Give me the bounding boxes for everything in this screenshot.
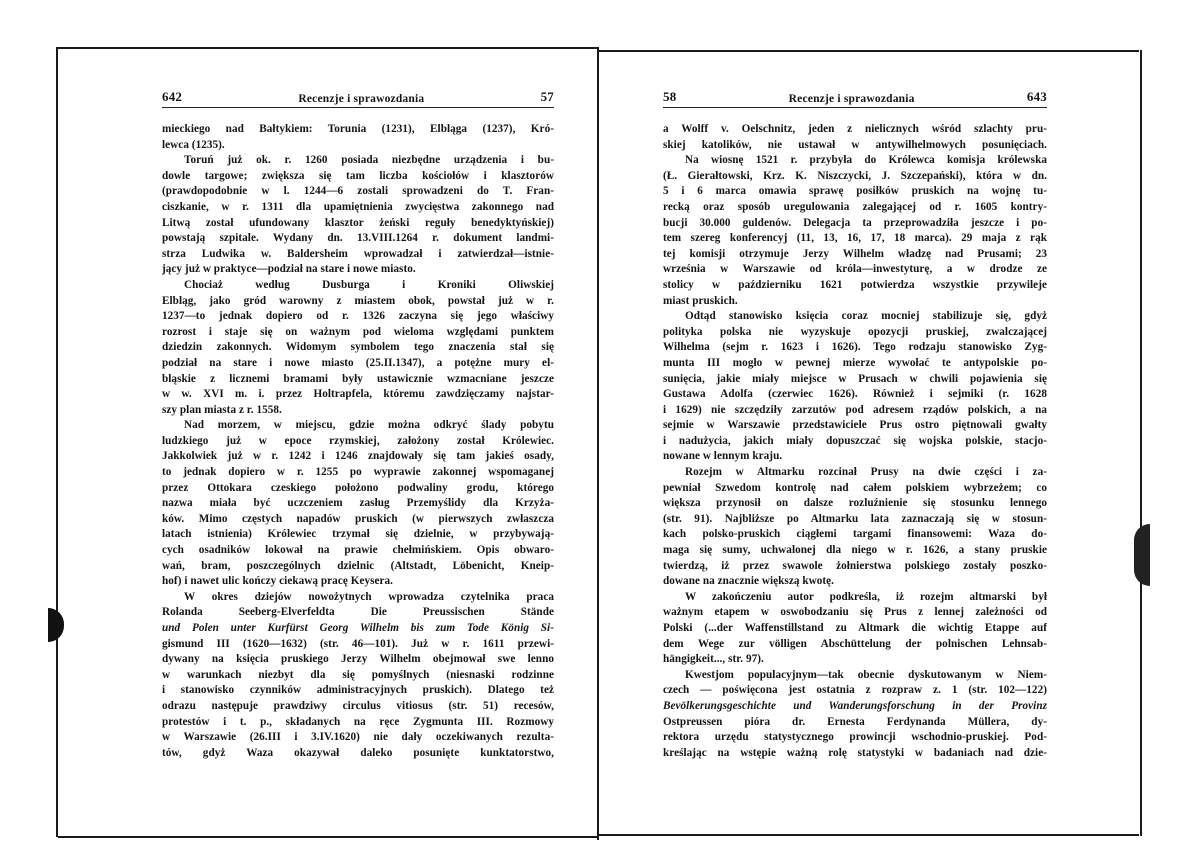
text-line: Kwestjom populacyjnym—tak obecnie dyskutowanym w Niem- bbox=[685, 668, 1047, 681]
text-line: przez Ottokara czeskiego położono podwaliny grodu, którego bbox=[162, 481, 554, 494]
text-line: września w Warszawie od króla—inwestyturę, a w drodze ze bbox=[663, 263, 1047, 276]
text-line: tów, gdyż Waza okazywał daleko posunięte kunktatorstwo, bbox=[162, 746, 554, 759]
text-line: Odtąd stanowisko księcia coraz mocniej stabilizuje się, gdyż bbox=[685, 310, 1047, 323]
text-line: powstają szpitale. Wydany dn. 13.VIII.1264 r. dokument landmi- bbox=[162, 232, 554, 245]
scan-border-right bbox=[1140, 50, 1142, 836]
text-line: protestów i t. p., składanych na ręce Zygmunta III. Rozmowy bbox=[162, 715, 554, 728]
text-line: (prawdopodobnie w l. 1244—6 zostali sprowadzeni do T. Fran- bbox=[162, 185, 554, 198]
text-line: bucji 30.000 guldenów. Delegacja ta przeprowadziła jeszcze i po- bbox=[663, 216, 1047, 229]
text-line: jący już w praktyce—podział na stare i nowe miasto. bbox=[162, 263, 416, 276]
running-title: Recenzje i sprawozdania bbox=[788, 93, 915, 105]
text-line: 1237—to jednak dopiero od r. 1326 zaczyna się jego właściwy bbox=[162, 310, 554, 323]
text-line: Litwą został ufundowany klasztor żeński reguły benedyktyńskiej) bbox=[162, 216, 554, 229]
text-line: Rozejm w Altmarku rozcinał Prusy na dwie części i za- bbox=[685, 466, 1047, 479]
text-line: Ostpreussen pióra dr. Ernesta Ferdynanda Müllera, dy- bbox=[663, 715, 1047, 728]
scan-border-top-right bbox=[599, 50, 1139, 52]
text-line: polityka polska nie wyzyskuje opozycji pruskiej, zwalczającej bbox=[663, 325, 1047, 338]
text-line: Elbląg, jako gród warowny z miastem obok, powstał już w r. bbox=[162, 294, 554, 307]
text-line: (str. 91). Najbliższe po Altmarku lata zaznaczają się w stosun- bbox=[663, 512, 1047, 525]
text-line: (Ł. Gierałtowski, Krz. K. Niszczycki, J. Szczepański), która w dn. bbox=[663, 169, 1047, 182]
text-line: i 1629) nie szczędziły zarzutów pod adresem rządów polskich, a na bbox=[663, 403, 1047, 416]
text-line: ważnym etapem w oswobodzaniu się Prus z lennej zależności od bbox=[663, 606, 1047, 619]
right-page bbox=[663, 88, 1047, 761]
text-line: Toruń już ok. r. 1260 posiada niezbędne urządzenia i bu- bbox=[184, 154, 554, 167]
text-line: to jednak dopiero w r. 1255 po wyprawie zakonnej wspomaganej bbox=[162, 466, 554, 479]
text-line: wań, bram, poszczególnych dzielnic (Altstadt, Löbenicht, Kneip- bbox=[162, 559, 554, 572]
page-body bbox=[162, 122, 554, 761]
running-title: Recenzje i sprawozdania bbox=[298, 93, 425, 105]
page-number: 643 bbox=[1026, 89, 1047, 104]
text-line: rektora urzędu statystycznego prowincji wschodnio-pruskiej. Pod- bbox=[663, 731, 1047, 744]
text-line: ludzkiego już w epoce rzymskiej, założony został Królewiec. bbox=[162, 434, 554, 447]
running-head bbox=[162, 88, 554, 108]
text-line: czech — poświęcona jest ostatnia z rozpraw z. 1 (str. 102—122) bbox=[663, 684, 1047, 697]
text-line: sejmie w Warszawie przedstawiciele Prus ostro piętnowali gwałty bbox=[663, 419, 1047, 432]
binding-hole-mark-right bbox=[1134, 524, 1150, 586]
text-line: dowle targowe; zwiększa się tam liczba kościołów i klasztorów bbox=[162, 169, 554, 182]
text-line: tem szereg konferencyj (11, 13, 16, 17, 18 marca). 29 maja z rąk bbox=[663, 232, 1047, 245]
text-line: Polski (...der Waffenstillstand zu Altmark die wichtig Etappe auf bbox=[663, 622, 1047, 634]
text-line: w w. XVI m. i. przez Holtrapfela, któremu zawdzięczamy najstar- bbox=[162, 388, 554, 401]
left-page bbox=[162, 88, 554, 761]
text-line: szy plan miasta z r. 1558. bbox=[162, 403, 282, 416]
text-line: latach istnienia) Królewiec trzymał się dzielnie, w przybywają- bbox=[162, 528, 554, 541]
text-line: pewniał Szwedom kontrolę nad całem polskiem wybrzeżem; co bbox=[663, 481, 1047, 494]
text-line: recką oraz sposób uregulowania zalegającej od r. 1605 kontry- bbox=[663, 200, 1047, 213]
text-line: i stanowisko czynników administracyjnych pruskich). Dlatego też bbox=[162, 684, 554, 697]
text-line: podział na stare i nowe miasto (25.II.1347), a potężne mury el- bbox=[162, 356, 554, 369]
text-line: ków. Mimo częstych napadów pruskich (w pierwszych zwłaszcza bbox=[162, 512, 554, 525]
text-line: munta III mogło w pewnej mierze wywołać te antypolskie po- bbox=[663, 356, 1047, 369]
text-line: kreślając na wstępie ważną rolę statystyki w badaniach nad dzie- bbox=[663, 746, 1047, 759]
scan-gutter bbox=[597, 47, 599, 840]
page-body bbox=[663, 122, 1047, 761]
text-line: w Warszawie (26.III i 3.IV.1620) nie dały oczekiwanych rezulta- bbox=[162, 731, 554, 744]
text-line: i nadużycia, jakich miały dopuszczać się wojska polskie, stacjo- bbox=[663, 434, 1047, 447]
text-line: strza Ludwika w. Baldersheim wprowadzał i zatwierdzał—istnie- bbox=[162, 247, 554, 260]
text-line: kach polsko-pruskich ciągłemi targami finansowemi: Waza do- bbox=[663, 528, 1047, 541]
original-page-number: 58 bbox=[663, 89, 677, 104]
text-line: rozrost i staje się on ważnym pod wieloma względami punktem bbox=[162, 325, 554, 338]
binding-hole-mark bbox=[48, 608, 64, 642]
text-line: gismund III (1620—1632) (str. 46—101). Już w r. 1611 przewi- bbox=[162, 637, 554, 650]
text-line: lewca (1235). bbox=[162, 138, 225, 151]
page-number: 642 bbox=[162, 89, 183, 104]
text-line: dziedzin zakonnych. Widomym symbolem tego znaczenia stał się bbox=[162, 341, 554, 354]
text-line: stolicy w październiku 1621 potwierdza wszystkie przywileje bbox=[663, 278, 1047, 291]
scan-border-top bbox=[58, 47, 598, 49]
text-line: 5 i 6 marca omawia sprawę posiłków pruskich na wojnę tu- bbox=[663, 185, 1047, 198]
text-line: dowane na znacznie większą kwotę. bbox=[663, 575, 835, 588]
text-line: nazwa miała być uczczeniem zasług Przemyślidy dla Krzyża- bbox=[162, 497, 554, 510]
text-line: nowane w lennym kraju. bbox=[663, 450, 783, 463]
text-line: hängigkeit..., str. 97). bbox=[663, 653, 764, 666]
text-line: Bevölkerungsgeschichte und Wanderungsforschung in der Provinz bbox=[663, 699, 1047, 712]
text-line: bląskie z licznemi bramami były ustawicznie wzmacniane jeszcze bbox=[162, 372, 554, 385]
text-line: sunięcia, jakie miały miejsce w Prusach w chwili pojawienia się bbox=[663, 372, 1047, 385]
text-line: dywany na księcia pruskiego Jerzy Wilhelm obejmował swe lenno bbox=[162, 653, 554, 666]
scan-border-bottom-right bbox=[599, 834, 1139, 836]
text-line: dem Wege zur völligen Abschüttelung der polnischen Lehnsab- bbox=[663, 637, 1047, 650]
original-page-number: 57 bbox=[540, 89, 554, 104]
scan-border-left bbox=[56, 47, 58, 837]
text-line: Chociaż według Dusburga i Kroniki Oliwskiej bbox=[184, 278, 554, 291]
text-line: und Polen unter Kurfürst Georg Wilhelm bis zum Tode König Si- bbox=[162, 622, 554, 634]
text-line: Na wiosnę 1521 r. przybyła do Królewca komisja królewska bbox=[685, 154, 1047, 167]
text-line: maga się sumy, uchwalonej dla niego w r. 1626, a stany pruskie bbox=[663, 544, 1047, 557]
text-line: odrazu następuje prawdziwy circulus vitiosus (str. 51) recesów, bbox=[162, 699, 554, 712]
text-line: Gustawa Adolfa (czerwiec 1626). Również i sejmiki (r. 1628 bbox=[663, 388, 1047, 401]
text-line: w warunkach niezbyt dla się pomyślnych (niesnaski rodzinne bbox=[162, 668, 554, 681]
text-line: Rolanda Seeberg-Elverfeldta Die Preussischen Stände bbox=[162, 606, 554, 619]
text-line: Jakkolwiek już w r. 1242 i 1246 znajdowały się tam jakieś osady, bbox=[162, 450, 554, 463]
text-line: W zakończeniu autor podkreśla, iż rozejm altmarski był bbox=[685, 590, 1047, 603]
running-head bbox=[663, 88, 1047, 108]
text-line: W okres dziejów nowożytnych wprowadza czytelnika praca bbox=[184, 590, 554, 603]
text-line: skiej katolików, nie ustawał w antywilhelmowych posunięciach. bbox=[663, 138, 1047, 151]
text-line: mieckiego nad Bałtykiem: Torunia (1231), Elbląga (1237), Kró- bbox=[162, 123, 554, 135]
text-line: większa przynosił on dalsze rozluźnienie się stosunku lennego bbox=[663, 497, 1047, 510]
text-line: hof) i nawet ulic kończy ciekawą pracę Keysera. bbox=[162, 575, 394, 588]
text-line: Nad morzem, w miejscu, gdzie można odkryć ślady pobytu bbox=[184, 419, 554, 432]
text-line: tej komisji otrzymuje Jerzy Wilhelm władzę nad Prusami; 23 bbox=[663, 247, 1047, 260]
text-line: twierdzą, iż przez swawole żołnierstwa polskiego zostały poszko- bbox=[663, 559, 1047, 572]
text-line: a Wolff v. Oelschnitz, jeden z nielicznych wśród szlachty pru- bbox=[663, 123, 1047, 135]
text-line: cych osadników lokował na prawie chełmińskiem. Opis obwaro- bbox=[162, 544, 554, 557]
scan-border-bottom bbox=[58, 836, 598, 838]
text-line: miast pruskich. bbox=[663, 294, 738, 307]
text-line: Wilhelma (sejm r. 1623 i 1626). Tego rodzaju stanowisko Zyg- bbox=[663, 341, 1047, 354]
text-line: ciszkanie, w r. 1311 dla upamiętnienia zwycięstwa zakonnego nad bbox=[162, 200, 554, 213]
